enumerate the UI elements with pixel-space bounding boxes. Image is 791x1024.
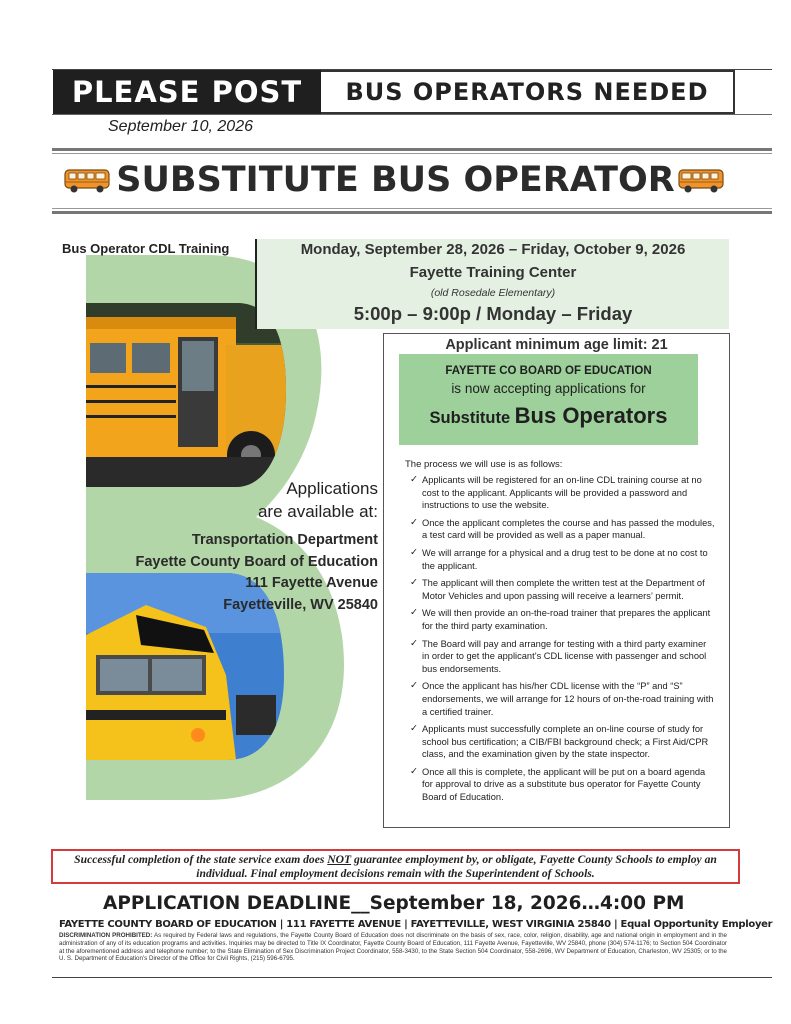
discrimination-text: As required by Federal laws and regulations, the Fayette County Board of Education does not discriminate on the basis of sex, race, color, religion, disability, age and national origin in employment and in the administration of any of its education programs and activities. Inquiries may be directed to Title IX Coordinator, Fayette County Board of Education, 111 Fayette Avenue, Fayetteville, WV 25840, phone (304) 574-1176; to Section 504 Coordinator at the aforementioned address and telephone number; to the State Elimination of Sex Discrimination Project Coordinator, 558-3430, to the State Section 504 Coordinator, 558-2696, WV Department of Education, Charleston, WV 25305; or to the U. S. Department of Education’s Director of the Office for Civil Rights, (215) 596-6795. [59, 932, 727, 963]
page-title: SUBSTITUTE BUS OPERATOR [116, 160, 675, 200]
title-rule-top-thin [52, 153, 772, 154]
list-item [410, 723, 715, 761]
banner-accepting: is now accepting applications for [451, 381, 646, 396]
discrimination-label: DISCRIMINATION PROHIBITED: [59, 932, 153, 939]
headline: BUS OPERATORS NEEDED [321, 70, 735, 114]
checkmark-icon: ✓ [410, 474, 418, 485]
banner-board-name: FAYETTE CO BOARD OF EDUCATION [445, 365, 652, 377]
checkmark-icon: ✓ [410, 607, 418, 619]
checkmark-icon: ✓ [410, 680, 418, 692]
post-date: September 10, 2026 [108, 118, 253, 135]
address-line: Transportation Department [191, 532, 378, 548]
checkmark-icon: ✓ [410, 546, 418, 558]
cdl-training-label: Bus Operator CDL Training [62, 241, 230, 256]
list-item [410, 577, 715, 602]
title-rule-top [52, 148, 772, 151]
list-item [410, 517, 715, 542]
title-rule-bottom-thin [52, 208, 772, 209]
step-text: Applicants must successfully complete an on-line course of study for school bus certification; a CIB/FBI background check; a First Aid/CPR class, and the examination given by the state inspector. [422, 724, 709, 760]
list-item [410, 766, 715, 804]
step-text: Once the applicant has his/her CDL license with the “P” and “S” endorsements, we will arrange for 12 hours of on-the-road training with a certified trainer. [422, 681, 714, 717]
training-dates: Monday, September 28, 2026 – Friday, October 9, 2026 [300, 241, 686, 258]
list-item [410, 638, 715, 676]
checkmark-icon: ✓ [410, 637, 418, 649]
process-steps [410, 474, 715, 809]
step-text: We will then provide an on-the-road trainer that prepares the applicant for the third party examination. [422, 608, 711, 631]
bus-photo-top [86, 303, 296, 493]
title-rule-bottom [52, 211, 772, 214]
step-text: Once the applicant completes the course and has passed the modules, a test card will be provided as well as a paper manual. [422, 517, 715, 541]
step-text: The applicant will then complete the written test at the Department of Motor Vehicles and upon passing will receive a learners’ permit. [422, 578, 705, 601]
step-text: We will arrange for a physical and a drug test to be done at no cost to the applicant. [422, 547, 708, 571]
applications-line1: Applications [286, 479, 378, 498]
bottom-rule [52, 977, 772, 978]
training-location-note: (old Rosedale Elementary) [430, 287, 556, 299]
list-item [410, 547, 715, 572]
disclaimer-text: Successful completion of the state service exam does [74, 853, 328, 866]
header-rule [52, 114, 772, 115]
checkmark-icon: ✓ [410, 577, 418, 589]
list-item [410, 607, 715, 632]
address-line: Fayetteville, WV 25840 [223, 596, 378, 613]
employment-disclaimer [51, 849, 740, 884]
discrimination-notice [59, 932, 727, 963]
process-intro: The process we will use is as follows: [405, 459, 563, 470]
list-item [410, 680, 715, 718]
disclaimer-emphasis: NOT [327, 853, 352, 866]
applications-line2: are available at: [257, 502, 378, 521]
banner-position-prefix: Substitute [429, 409, 511, 427]
step-text: Once all this is complete, the applicant will be put on a board agenda for approval to drive as a substitute bus operator for Fayette County Board of Education. [422, 766, 706, 803]
school-bus-icon [678, 168, 724, 194]
checkmark-icon: ✓ [410, 516, 418, 528]
disclaimer-text: guarantee employment by, or obligate, Fayette County Schools to employ an individual. Final employment decisions remain with the Superintendent of Schools. [196, 853, 717, 880]
b-letter-graphic [86, 255, 346, 800]
applications-available [200, 477, 378, 523]
address-block [100, 530, 378, 616]
banner-position-title: Bus Operators [514, 403, 668, 428]
list-item [410, 474, 715, 512]
please-post-tag: PLEASE POST [53, 70, 321, 114]
banner-position [399, 403, 698, 429]
training-location: Fayette Training Center [409, 264, 577, 281]
address-line: Fayette County Board of Education [135, 553, 378, 570]
application-deadline: APPLICATION DEADLINE__September 18, 2026…4:00 PM [103, 893, 685, 914]
address-line: 111 Fayette Avenue [245, 575, 378, 591]
checkmark-icon: ✓ [410, 765, 418, 777]
step-text: The Board will pay and arrange for testing with a third party examiner in order to get the applicant’s CDL license with passenger and school bus endorsements. [422, 638, 707, 674]
age-limit: Applicant minimum age limit: 21 [445, 337, 668, 353]
board-contact-line: FAYETTE COUNTY BOARD OF EDUCATION | 111 FAYETTE AVENUE | FAYETTEVILLE, WEST VIRGINIA 25840 | Equal Opportunity Employer [59, 919, 773, 930]
training-time: 5:00p – 9:00p / Monday – Friday [353, 303, 633, 324]
checkmark-icon: ✓ [410, 723, 418, 735]
step-text: Applicants will be registered for an on-line CDL training course at no cost to the applicant. Applicants will be provided a password and instructions to use the website. [422, 475, 702, 511]
